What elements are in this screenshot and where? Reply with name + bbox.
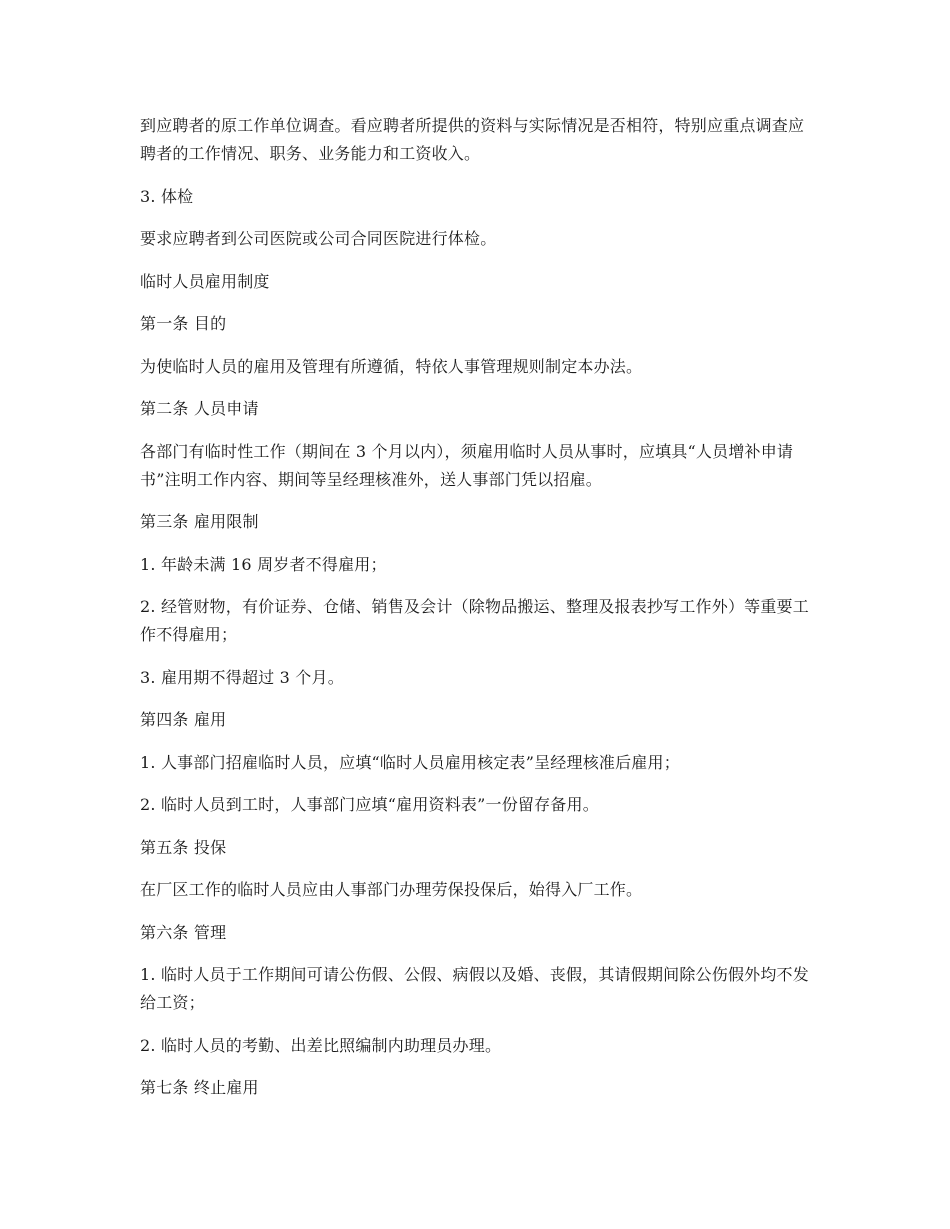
article-1-text: 为使临时人员的雇用及管理有所遵循，特依人事管理规则制定本办法。 (140, 356, 643, 376)
article-5-text: 在厂区工作的临时人员应由人事部门办理劳保投保后，始得入厂工作。 (140, 880, 643, 899)
article-6-item-1: 1. 临时人员于工作期间可请公伤假、公假、病假以及婚、丧假，其请假期间除公伤假外均不发给工资； (140, 965, 809, 1012)
document-body (140, 112, 812, 1117)
article-3-item-1: 1. 年龄未满 16 周岁者不得雇用； (140, 554, 387, 574)
article-3-item-2: 2. 经管财物，有价证券、仓储、销售及会计（除物品搬运、整理及报表抄写工作外）等重要工作不得雇用； (140, 597, 809, 644)
paragraph-physical-exam: 要求应聘者到公司医院或公司合同医院进行体检。 (140, 229, 497, 248)
paragraph-background-check: 到应聘者的原工作单位调查。看应聘者所提供的资料与实际情况是否相符，特别应重点调查应聘者的工作情况、职务、业务能力和工资收入。 (140, 116, 805, 163)
article-2-heading: 第二条 人员申请 (140, 399, 259, 418)
section-title-temp-hiring-policy: 临时人员雇用制度 (140, 271, 270, 291)
article-4-item-2: 2. 临时人员到工时，人事部门应填“雇用资料表”一份留存备用。 (140, 795, 599, 814)
article-4-heading: 第四条 雇用 (140, 710, 227, 729)
article-7-heading: 第七条 终止雇用 (140, 1078, 259, 1097)
article-6-item-2: 2. 临时人员的考勤、出差比照编制内助理员办理。 (140, 1035, 502, 1055)
heading-physical-exam: 3. 体检 (140, 186, 194, 206)
article-3-heading: 第三条 雇用限制 (140, 512, 259, 531)
article-5-heading: 第五条 投保 (140, 837, 227, 857)
article-3-item-3: 3. 雇用期不得超过 3 个月。 (140, 667, 344, 687)
article-4-item-1: 1. 人事部门招雇临时人员，应填“临时人员雇用核定表”呈经理核准后雇用； (140, 752, 680, 772)
article-1-heading: 第一条 目的 (140, 314, 227, 333)
article-6-heading: 第六条 管理 (140, 922, 227, 942)
article-2-text: 各部门有临时性工作（期间在 3 个月以内），须雇用临时人员从事时，应填具“人员增补申请书”注明工作内容、期间等呈经理核准外，送人事部门凭以招雇。 (140, 441, 794, 489)
